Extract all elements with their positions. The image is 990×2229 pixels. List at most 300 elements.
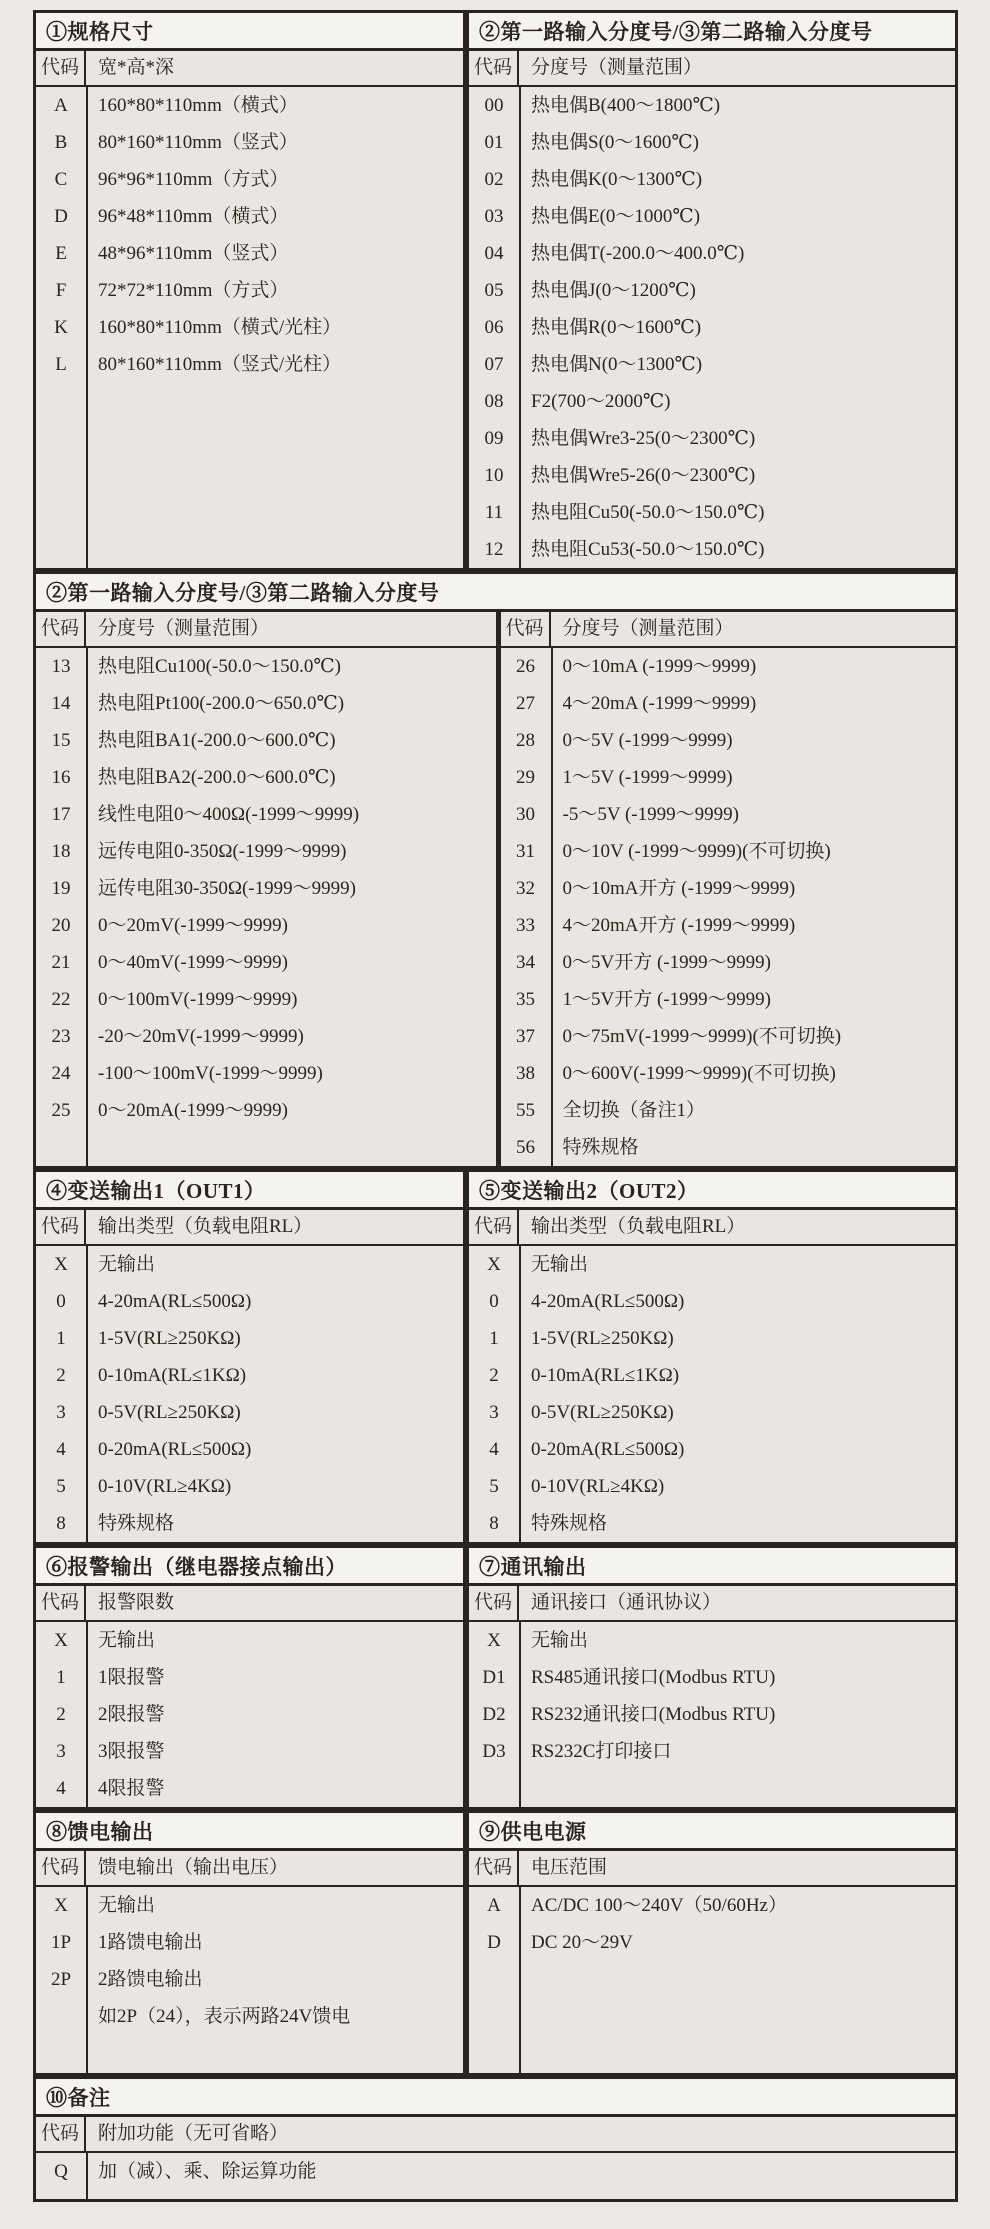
row-code: 11 — [484, 502, 504, 523]
table-row — [36, 944, 496, 981]
section-alarm — [33, 1545, 466, 1810]
row-code: 18 — [51, 841, 71, 862]
row-desc: 1-5V(RL≥250KΩ) — [531, 1328, 674, 1349]
row-code: Q — [54, 2161, 68, 2182]
row-code: L — [55, 354, 67, 375]
row-code: 28 — [516, 730, 535, 751]
table-row — [501, 907, 956, 944]
band-1 — [33, 10, 958, 571]
section-title: ②第一路输入分度号/③第二路输入分度号 — [469, 13, 955, 51]
row-code: 13 — [51, 656, 71, 677]
rows-out1 — [36, 1246, 463, 1542]
row-desc: 热电阻BA1(-200.0～600.0℃) — [98, 730, 336, 751]
row-code: 00 — [484, 95, 504, 116]
section-title: ⑦通讯输出 — [469, 1548, 955, 1586]
row-code: C — [54, 169, 68, 190]
table-row — [36, 1505, 463, 1542]
column-headers — [36, 1851, 463, 1887]
ordering-code-table — [33, 10, 958, 2202]
table-row — [501, 1055, 956, 1092]
section-comm — [466, 1545, 958, 1810]
row-code: 24 — [51, 1063, 71, 1084]
band-4 — [33, 1545, 958, 1810]
row-desc: 1～5V (-1999～9999) — [562, 767, 733, 788]
row-code: 25 — [51, 1100, 71, 1121]
row-code: 02 — [484, 169, 504, 190]
table-row — [469, 346, 955, 383]
row-code: 05 — [484, 280, 504, 301]
rows-input-range-right — [501, 648, 956, 1166]
table-row — [501, 944, 956, 981]
table-row — [36, 796, 496, 833]
table-row — [36, 2153, 955, 2190]
row-desc: 热电偶B(400～1800℃) — [531, 95, 721, 116]
row-desc: 热电偶J(0～1200℃) — [531, 280, 696, 301]
row-desc: 4限报警 — [98, 1778, 165, 1799]
table-row — [36, 1092, 496, 1129]
table-row — [36, 1733, 463, 1770]
code-col-header: 代码 — [36, 1586, 86, 1620]
row-desc: 热电阻Cu50(-50.0～150.0℃) — [531, 502, 765, 523]
row-desc: 特殊规格 — [98, 1513, 175, 1534]
table-row — [36, 722, 496, 759]
table-row — [469, 235, 955, 272]
table-row — [36, 198, 463, 235]
row-code: B — [54, 132, 68, 153]
row-code: 35 — [516, 989, 535, 1010]
row-desc: -100～100mV(-1999～9999) — [98, 1063, 323, 1084]
table-row — [469, 1887, 955, 1924]
row-code: X — [54, 1895, 68, 1916]
row-code: 2 — [489, 1365, 499, 1386]
row-code: 3 — [56, 1402, 66, 1423]
row-desc: -20～20mV(-1999～9999) — [98, 1026, 304, 1047]
table-row — [469, 457, 955, 494]
row-desc: 0～10mA (-1999～9999) — [562, 656, 757, 677]
row-desc: 热电偶R(0～1600℃) — [531, 317, 702, 338]
table-row — [36, 1018, 496, 1055]
table-row — [501, 833, 956, 870]
row-desc: 0-20mA(RL≤500Ω) — [531, 1439, 685, 1460]
table-row — [469, 1468, 955, 1505]
row-code — [36, 1998, 86, 2035]
table-row — [36, 87, 463, 124]
row-desc: 0～600V(-1999～9999)(不可切换) — [562, 1063, 836, 1084]
table-row — [501, 870, 956, 907]
row-code: 1P — [50, 1932, 72, 1953]
row-code: X — [54, 1630, 68, 1651]
table-row — [469, 1733, 955, 1770]
table-row — [469, 1659, 955, 1696]
row-desc: 0～20mV(-1999～9999) — [98, 915, 288, 936]
row-code: D — [487, 1932, 501, 1953]
row-code: 32 — [516, 878, 535, 899]
row-code: 0 — [56, 1291, 66, 1312]
code-col-header: 代码 — [36, 51, 86, 85]
desc-col-header: 分度号（测量范围） — [531, 57, 703, 78]
row-code: 03 — [484, 206, 504, 227]
row-code: 4 — [56, 1439, 66, 1460]
band-6 — [33, 2076, 958, 2202]
table-row — [36, 1246, 463, 1283]
table-row — [36, 1924, 463, 1961]
table-row — [36, 1887, 463, 1924]
row-desc: 0～5V开方 (-1999～9999) — [562, 952, 771, 973]
table-row — [469, 1246, 955, 1283]
section-title: ⑧馈电输出 — [36, 1813, 463, 1851]
desc-col-header: 附加功能（无可省略） — [98, 2123, 289, 2144]
column-headers — [36, 51, 463, 87]
table-row — [36, 1431, 463, 1468]
desc-col-header: 分度号（测量范围） — [562, 618, 734, 639]
table-row — [36, 685, 496, 722]
table-row — [501, 981, 956, 1018]
section-remark — [33, 2076, 958, 2202]
row-code: 23 — [51, 1026, 71, 1047]
table-row — [36, 309, 463, 346]
row-desc: DC 20～29V — [531, 1932, 633, 1953]
desc-col-header: 电压范围 — [531, 1857, 608, 1878]
row-desc: F2(700～2000℃) — [531, 391, 671, 412]
row-desc: 80*160*110mm（竖式） — [98, 132, 298, 153]
rows-alarm — [36, 1622, 463, 1807]
row-code: 15 — [51, 730, 71, 751]
row-code: D — [54, 206, 68, 227]
column-headers — [469, 1210, 955, 1246]
rows-out2 — [469, 1246, 955, 1542]
row-code: 08 — [484, 391, 504, 412]
split-halves — [36, 612, 955, 1166]
table-row — [36, 1622, 463, 1659]
column-headers — [36, 1586, 463, 1622]
row-desc: 3限报警 — [98, 1741, 165, 1762]
row-code: 2 — [56, 1704, 66, 1725]
table-row — [36, 272, 463, 309]
row-desc: 0～10V (-1999～9999)(不可切换) — [562, 841, 831, 862]
row-code: 31 — [516, 841, 535, 862]
desc-col-header: 输出类型（负载电阻RL） — [531, 1216, 746, 1237]
row-desc: 特殊规格 — [531, 1513, 608, 1534]
table-row — [501, 1092, 956, 1129]
row-code: 0 — [489, 1291, 499, 1312]
table-row — [469, 1924, 955, 1961]
row-desc: 热电阻Pt100(-200.0～650.0℃) — [98, 693, 345, 714]
row-desc: 4～20mA开方 (-1999～9999) — [562, 915, 796, 936]
row-desc: 4-20mA(RL≤500Ω) — [98, 1291, 252, 1312]
row-desc: 热电偶Wre3-25(0～2300℃) — [531, 428, 756, 449]
table-row — [36, 907, 496, 944]
row-desc: 4-20mA(RL≤500Ω) — [531, 1291, 685, 1312]
row-code: 34 — [516, 952, 535, 973]
row-desc: 热电阻BA2(-200.0～600.0℃) — [98, 767, 336, 788]
table-row — [36, 161, 463, 198]
row-desc: 1路馈电输出 — [98, 1932, 203, 1953]
row-desc: 48*96*110mm（竖式） — [98, 243, 289, 264]
row-desc: 0-10mA(RL≤1KΩ) — [531, 1365, 680, 1386]
section-out2 — [466, 1169, 958, 1545]
table-row — [469, 1505, 955, 1542]
table-row — [36, 1659, 463, 1696]
row-code: 33 — [516, 915, 535, 936]
section-title: ⑨供电电源 — [469, 1813, 955, 1851]
row-code: 38 — [516, 1063, 535, 1084]
column-headers — [469, 1851, 955, 1887]
table-row — [36, 1055, 496, 1092]
table-row — [501, 1129, 956, 1166]
row-desc: 0-10V(RL≥4KΩ) — [98, 1476, 232, 1497]
table-row — [36, 870, 496, 907]
code-col-header: 代码 — [469, 1586, 519, 1620]
row-desc: 160*80*110mm（横式） — [98, 95, 298, 116]
row-code: 17 — [51, 804, 71, 825]
rows-comm — [469, 1622, 955, 1807]
row-code: 3 — [56, 1741, 66, 1762]
section-title: ①规格尺寸 — [36, 13, 463, 51]
section-title: ⑩备注 — [36, 2079, 955, 2117]
table-row — [36, 1320, 463, 1357]
table-row — [469, 420, 955, 457]
rows-spec-size — [36, 87, 463, 568]
row-code: 01 — [484, 132, 504, 153]
row-code: A — [487, 1895, 501, 1916]
row-desc: 0-5V(RL≥250KΩ) — [531, 1402, 674, 1423]
desc-col-header: 报警限数 — [98, 1592, 175, 1613]
row-desc: 2路馈电输出 — [98, 1969, 203, 1990]
band-2 — [33, 571, 958, 1169]
table-row — [36, 1357, 463, 1394]
table-row — [36, 1998, 463, 2035]
desc-col-header: 输出类型（负载电阻RL） — [98, 1216, 313, 1237]
table-row — [469, 1622, 955, 1659]
code-col-header: 代码 — [469, 1851, 519, 1885]
desc-col-header: 宽*高*深 — [98, 57, 175, 78]
row-desc: AC/DC 100～240V（50/60Hz） — [531, 1895, 787, 1916]
column-headers — [36, 1210, 463, 1246]
table-row — [501, 685, 956, 722]
half-right — [496, 612, 956, 1166]
table-row — [36, 124, 463, 161]
row-code: D1 — [482, 1667, 506, 1688]
row-code: 56 — [516, 1137, 535, 1158]
table-row — [36, 648, 496, 685]
table-row — [469, 1320, 955, 1357]
section-title: ②第一路输入分度号/③第二路输入分度号 — [36, 574, 955, 612]
table-row — [469, 494, 955, 531]
row-desc: 96*96*110mm（方式） — [98, 169, 289, 190]
row-code: 8 — [489, 1513, 499, 1534]
row-code: 12 — [484, 539, 504, 560]
table-row — [469, 124, 955, 161]
row-code: 8 — [56, 1513, 66, 1534]
row-code: A — [54, 95, 68, 116]
row-desc: 0-10mA(RL≤1KΩ) — [98, 1365, 247, 1386]
row-code: 5 — [489, 1476, 499, 1497]
row-code: 26 — [516, 656, 535, 677]
half-left — [36, 612, 496, 1166]
table-row — [469, 198, 955, 235]
row-desc: 0～75mV(-1999～9999)(不可切换) — [562, 1026, 842, 1047]
row-desc: 无输出 — [98, 1895, 156, 1916]
row-code: 22 — [51, 989, 71, 1010]
row-code: 14 — [51, 693, 71, 714]
section-title: ⑤变送输出2（OUT2） — [469, 1172, 955, 1210]
row-code: 27 — [516, 693, 535, 714]
table-row — [469, 309, 955, 346]
row-code: 21 — [51, 952, 71, 973]
row-code: 3 — [489, 1402, 499, 1423]
row-desc: 全切换（备注1） — [562, 1100, 706, 1121]
table-row — [36, 346, 463, 383]
table-row — [469, 1283, 955, 1320]
code-col-header: 代码 — [36, 1210, 86, 1244]
row-desc: 96*48*110mm（横式） — [98, 206, 289, 227]
row-desc: 无输出 — [98, 1630, 156, 1651]
column-headers — [36, 2117, 955, 2153]
section-feed — [33, 1810, 466, 2076]
row-code: 06 — [484, 317, 504, 338]
row-code: X — [54, 1254, 68, 1275]
desc-col-header: 分度号（测量范围） — [98, 618, 270, 639]
row-desc: 远传电阻0-350Ω(-1999～9999) — [98, 841, 347, 862]
rows-feed — [36, 1887, 463, 2073]
section-input-range-top — [466, 10, 958, 571]
table-row — [36, 1961, 463, 1998]
row-desc: 热电偶K(0～1300℃) — [531, 169, 703, 190]
table-row — [469, 272, 955, 309]
band-3 — [33, 1169, 958, 1545]
row-code: 16 — [51, 767, 71, 788]
row-code: 09 — [484, 428, 504, 449]
row-code: 04 — [484, 243, 504, 264]
row-desc: RS232C打印接口 — [531, 1741, 672, 1762]
row-code: 20 — [51, 915, 71, 936]
row-desc: 72*72*110mm（方式） — [98, 280, 289, 301]
column-headers — [501, 612, 956, 648]
row-desc: 热电偶E(0～1000℃) — [531, 206, 701, 227]
table-row — [469, 1431, 955, 1468]
row-desc: RS232通讯接口(Modbus RTU) — [531, 1704, 776, 1725]
table-row — [469, 1394, 955, 1431]
section-title: ⑥报警输出（继电器接点输出） — [36, 1548, 463, 1586]
table-row — [36, 833, 496, 870]
band-5 — [33, 1810, 958, 2076]
row-code: 10 — [484, 465, 504, 486]
row-desc: RS485通讯接口(Modbus RTU) — [531, 1667, 776, 1688]
row-code: 07 — [484, 354, 504, 375]
table-row — [36, 1696, 463, 1733]
row-desc: 160*80*110mm（横式/光柱） — [98, 317, 342, 338]
row-code: 29 — [516, 767, 535, 788]
row-desc: 热电偶S(0～1600℃) — [531, 132, 699, 153]
rows-remark — [36, 2153, 955, 2199]
section-title: ④变送输出1（OUT1） — [36, 1172, 463, 1210]
table-row — [36, 1283, 463, 1320]
row-desc: 0-10V(RL≥4KΩ) — [531, 1476, 665, 1497]
row-code: X — [487, 1630, 501, 1651]
section-power — [466, 1810, 958, 2076]
code-col-header: 代码 — [469, 1210, 519, 1244]
row-desc: 线性电阻0～400Ω(-1999～9999) — [98, 804, 360, 825]
code-col-header: 代码 — [501, 612, 551, 646]
code-col-header: 代码 — [36, 1851, 86, 1885]
row-desc: 1限报警 — [98, 1667, 165, 1688]
row-desc: 1-5V(RL≥250KΩ) — [98, 1328, 241, 1349]
row-code: E — [55, 243, 67, 264]
row-code: 30 — [516, 804, 535, 825]
row-code: 2 — [56, 1365, 66, 1386]
table-row — [36, 1468, 463, 1505]
section-out1 — [33, 1169, 466, 1545]
section-input-range-bottom — [33, 571, 958, 1169]
rows-input-range-left — [36, 648, 496, 1166]
row-desc: 0～40mV(-1999～9999) — [98, 952, 288, 973]
table-row — [469, 531, 955, 568]
row-desc: 80*160*110mm（竖式/光柱） — [98, 354, 342, 375]
row-desc: 热电偶N(0～1300℃) — [531, 354, 703, 375]
row-code: D3 — [482, 1741, 506, 1762]
row-desc: 如2P（24），表示两路24V馈电 — [98, 2006, 351, 2027]
table-row — [501, 722, 956, 759]
table-row — [501, 796, 956, 833]
code-col-header: 代码 — [469, 51, 519, 85]
row-code: 55 — [516, 1100, 535, 1121]
row-code: F — [55, 280, 67, 301]
row-desc: 0～100mV(-1999～9999) — [98, 989, 298, 1010]
desc-col-header: 馈电输出（输出电压） — [98, 1857, 289, 1878]
table-row — [501, 759, 956, 796]
row-code: K — [54, 317, 68, 338]
row-desc: 0～5V (-1999～9999) — [562, 730, 733, 751]
row-code: 4 — [489, 1439, 499, 1460]
row-desc: 热电阻Cu53(-50.0～150.0℃) — [531, 539, 765, 560]
row-desc: 加（减）、乘、除运算功能 — [98, 2161, 317, 2182]
row-desc: 无输出 — [531, 1630, 589, 1651]
code-col-header: 代码 — [36, 2117, 86, 2151]
rows-input-range-top — [469, 87, 955, 568]
table-row — [36, 1770, 463, 1807]
row-code: 1 — [56, 1667, 66, 1688]
table-row — [36, 235, 463, 272]
row-desc: 4～20mA (-1999～9999) — [562, 693, 757, 714]
table-row — [36, 981, 496, 1018]
table-row — [36, 1394, 463, 1431]
row-desc: -5～5V (-1999～9999) — [562, 804, 739, 825]
row-code: 19 — [51, 878, 71, 899]
row-code: X — [487, 1254, 501, 1275]
row-desc: 远传电阻30-350Ω(-1999～9999) — [98, 878, 356, 899]
row-code: 1 — [56, 1328, 66, 1349]
row-desc: 2限报警 — [98, 1704, 165, 1725]
row-desc: 无输出 — [531, 1254, 589, 1275]
table-row — [469, 1696, 955, 1733]
table-row — [469, 1357, 955, 1394]
row-code: D2 — [482, 1704, 506, 1725]
column-headers — [469, 51, 955, 87]
row-desc: 热电阻Cu100(-50.0～150.0℃) — [98, 656, 341, 677]
row-desc: 0～20mA(-1999～9999) — [98, 1100, 288, 1121]
row-desc: 特殊规格 — [562, 1137, 639, 1158]
rows-power — [469, 1887, 955, 2073]
row-desc: 无输出 — [98, 1254, 156, 1275]
row-desc: 0-20mA(RL≤500Ω) — [98, 1439, 252, 1460]
code-col-header: 代码 — [36, 612, 86, 646]
table-row — [469, 87, 955, 124]
row-code: 5 — [56, 1476, 66, 1497]
table-row — [469, 161, 955, 198]
row-desc: 0～10mA开方 (-1999～9999) — [562, 878, 796, 899]
desc-col-header: 通讯接口（通讯协议） — [531, 1592, 722, 1613]
row-code: 4 — [56, 1778, 66, 1799]
